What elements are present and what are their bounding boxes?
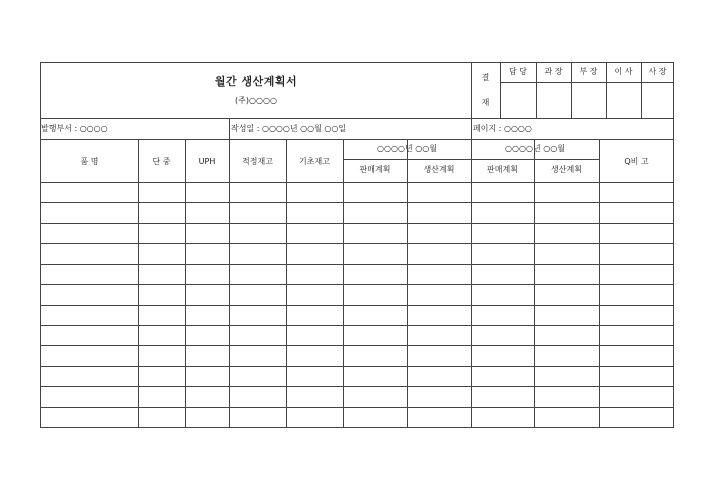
table-row <box>41 345 674 346</box>
approval-divider <box>471 63 472 118</box>
issuing-department: 발행부서 : ○○○○ <box>41 124 108 133</box>
info-bottom-line <box>41 139 674 140</box>
col-item-header: 품 명 <box>80 157 99 166</box>
info-top-line <box>41 118 674 119</box>
table-row <box>41 202 674 203</box>
col-safety-stock-header: 적정재고 <box>242 157 273 166</box>
info-divider <box>471 118 472 139</box>
approval-role-dept-head: 부 장 <box>579 67 598 76</box>
info-divider <box>229 118 230 139</box>
table-row <box>41 284 674 285</box>
company-name: (주)○○○○ <box>235 96 277 105</box>
col-base-stock-header: 기초재고 <box>299 157 330 166</box>
table-row <box>41 243 674 244</box>
period2-header: ○○○○년 ○○월 <box>505 144 565 153</box>
approval-header-line <box>500 82 674 83</box>
p1-sales-plan-header: 판매계획 <box>359 165 391 174</box>
p2-sales-plan-header: 판매계획 <box>487 165 518 174</box>
form-title: 월간 생산계획서 <box>214 75 298 88</box>
p1-production-plan-header: 생산계획 <box>423 165 455 174</box>
approval-role-president: 사 장 <box>648 67 667 76</box>
approval-role-section-chief: 과 장 <box>544 67 563 76</box>
col-remarks-header: Q비 고 <box>624 157 649 166</box>
p2-production-plan-header: 생산계획 <box>551 165 582 174</box>
period1-header: ○○○○년 ○○월 <box>377 144 437 153</box>
table-row <box>41 407 674 408</box>
production-plan-form <box>40 62 674 428</box>
table-row <box>41 386 674 387</box>
table-header-bottom-line <box>41 182 674 183</box>
col-unit-header: 단 중 <box>152 157 171 166</box>
table-row <box>41 305 674 306</box>
approval-role-director: 이 사 <box>614 67 633 76</box>
page-number: 페이지 : ○○○○ <box>473 124 532 133</box>
table-row <box>41 325 674 326</box>
col-uph-header: UPH <box>198 157 216 166</box>
written-date: 작성일 : ○○○○년 ○○월 ○○일 <box>231 124 347 133</box>
table-row <box>41 223 674 224</box>
table-row <box>41 264 674 265</box>
table-row <box>41 366 674 367</box>
approval-role-manager: 담 당 <box>509 67 527 76</box>
approval-label-bottom: 재 <box>481 98 490 107</box>
approval-label-top: 결 <box>481 73 490 82</box>
